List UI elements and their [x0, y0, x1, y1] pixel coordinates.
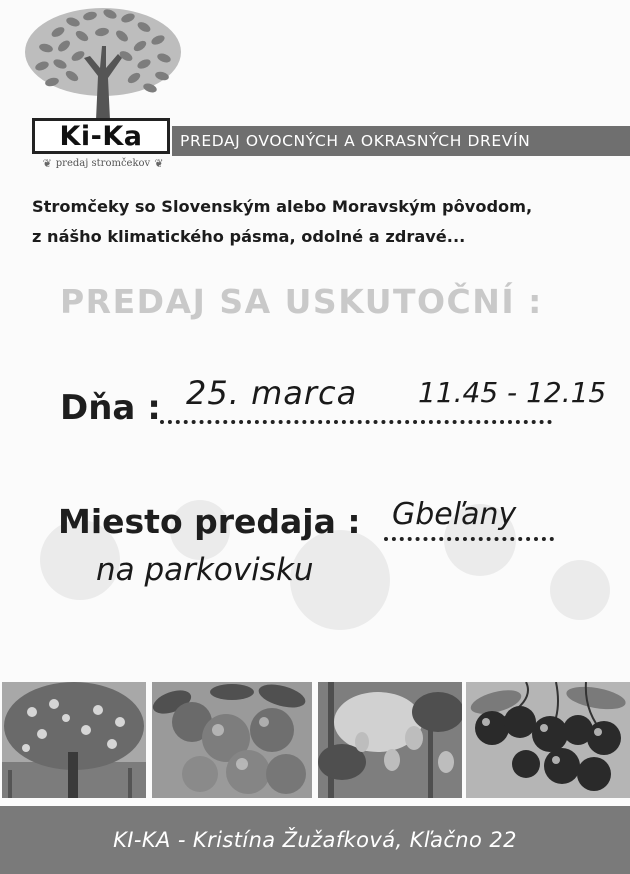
logo-tagline: predaj stromčekov [55, 157, 151, 169]
date-value: 25. marca [186, 374, 358, 412]
leaf-icon: ❦ [154, 156, 164, 170]
cherries-photo [466, 682, 630, 798]
red-apples-photo [152, 682, 312, 798]
footer-bar [0, 806, 630, 874]
leaf-icon: ❦ [42, 156, 52, 170]
place-dotted-line [384, 537, 554, 541]
announcement-heading: PREDAJ SA USKUTOČNÍ : [60, 282, 543, 321]
tree-logo-icon [18, 2, 188, 120]
apple-tree-photo [2, 682, 146, 798]
logo-name: Ki-Ka [59, 120, 143, 152]
logo-tagline-row [28, 155, 178, 171]
intro-line-2: z nášho klimatického pásma, odolné a zdravé... [32, 227, 466, 246]
intro-line-1: Stromčeky so Slovenským alebo Moravským pôvodom, [32, 197, 533, 216]
footer-contact: KI-KA - Kristína Žužafková, Kľačno 22 [113, 828, 517, 852]
date-label: Dňa : [60, 388, 161, 428]
logo-wordmark [32, 118, 170, 154]
date-dotted-line [160, 420, 552, 424]
time-value: 11.45 - 12.15 [418, 376, 607, 409]
place-detail: na parkovisku [96, 552, 314, 588]
background-watermark [0, 440, 630, 680]
place-label: Miesto predaja : [58, 502, 361, 541]
header-banner [172, 126, 630, 156]
pear-orchard-photo [318, 682, 462, 798]
banner-text: PREDAJ OVOCNÝCH A OKRASNÝCH DREVÍN [180, 132, 531, 150]
place-value: Gbeľany [392, 497, 517, 532]
